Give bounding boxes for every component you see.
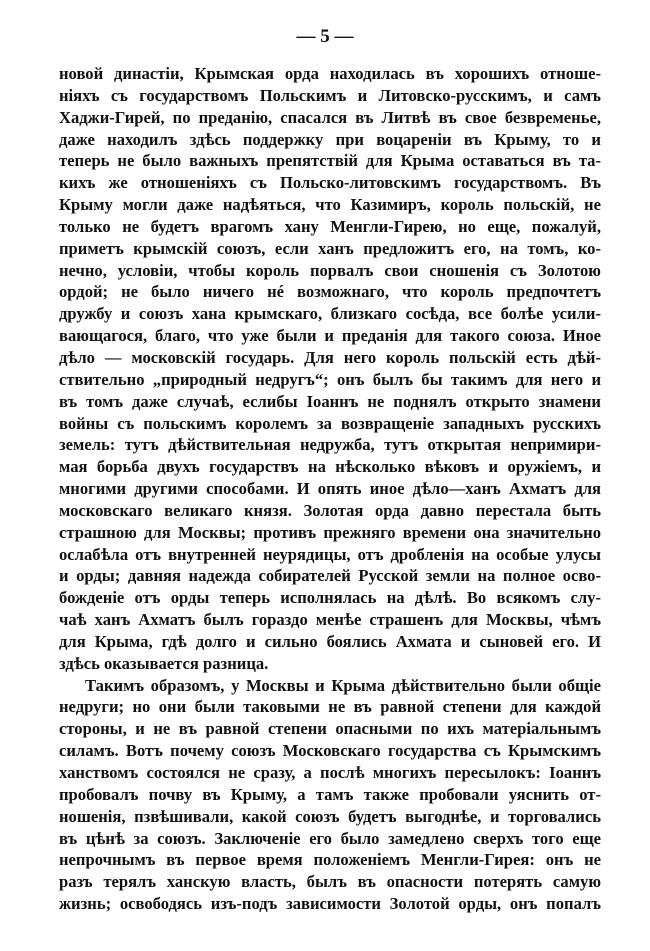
text-line: ханствомъ состоялся не сразу, а послѣ многихъ пересылокъ: Іоаннъ	[59, 763, 601, 782]
text-line: теперь не было важныхъ препятствій для Крыма оставаться въ та-	[59, 151, 601, 171]
text-line: ношенія, пзвѣшивали, какой союзъ будетъ выгоднѣе, и торговались	[59, 806, 601, 826]
text-line: вающагося, благо, что уже были и преданія для такого союза. Иное	[59, 326, 601, 346]
text-line: въ томъ даже случаѣ, еслибы Іоаннъ не поднялъ открыто знамени	[59, 391, 601, 411]
text-line: нечно, условіи, чтобы король порвалъ свои сношенія съ Золотою	[59, 260, 601, 280]
text-line: божденіе отъ орды теперь исполнялась на дѣлѣ. Во всякомъ слу-	[59, 588, 601, 608]
text-line: разъ терялъ ханскую власть, былъ въ опасности потерять самую	[59, 872, 601, 892]
text-line: жизнь; освободясь изъ-подъ зависимости Золотой орды, онъ попалъ	[59, 894, 601, 914]
text-line: мая борьба двухъ государствъ на нѣсколько вѣковъ и оружіемъ, и	[59, 457, 601, 477]
text-line: въ цѣнѣ за союзъ. Заключеніе его было замедлено сверхъ того еще	[59, 828, 601, 848]
text-line: Крыму могли даже надѣяться, что Казимиръ, король польскій, не	[59, 195, 601, 215]
text-line: Такимъ образомъ, у Москвы и Крыма дѣйствительно были общіе	[85, 675, 601, 695]
text-line: ствительно „природный недругъ“; онъ былъ бы такимъ для него и	[59, 369, 601, 389]
text-line: ніяхъ съ государствомъ Польскимъ и Литовско-русскимъ, и самъ	[59, 85, 601, 105]
text-line: ослабѣла отъ внутренней неурядицы, отъ дробленія на особые улусы	[59, 544, 601, 564]
text-line: чаѣ ханъ Ахматъ былъ гораздо менѣе страшенъ для Москвы, чѣмъ	[59, 610, 601, 630]
body-text	[59, 63, 601, 915]
text-line: ордой; не было ничего нé возможнаго, что король предпочтетъ	[59, 282, 601, 302]
text-line: силамъ. Вотъ почему союзъ Московскаго государства съ Крымскимъ	[59, 741, 601, 761]
text-line: страшною для Москвы; противъ прежняго времени она значительно	[59, 522, 601, 542]
paragraph	[59, 675, 601, 915]
text-line: дѣло — московскій государь. Для него король польскій есть дѣй-	[59, 347, 601, 367]
text-line: для Крыма, гдѣ долго и сильно боялись Ахмата и сыновей его. И	[59, 631, 601, 651]
text-line: недруги; но они были таковыми не въ равной степени для каждой	[59, 697, 601, 717]
text-line: кихъ же отношеніяхъ съ Польско-литовскимъ государствомъ. Въ	[59, 173, 601, 193]
text-line: только не будетъ врагомъ хану Менгли-Гирею, но еще, пожалуй,	[59, 216, 601, 236]
text-line: здѣсь оказывается разница.	[59, 653, 269, 673]
text-line: приметъ крымскій союзъ, если ханъ предложитъ его, на томъ, ко-	[59, 238, 601, 258]
text-line: даже находилъ здѣсь поддержку при воцареніи въ Крыму, то и	[59, 129, 601, 149]
page-number: — 5 —	[296, 26, 354, 47]
text-line: московскаго великаго князя. Золотая орда давно перестала быть	[59, 500, 601, 520]
text-line: пробовалъ почву въ Крыму, а тамъ также пробовали уяснить от-	[59, 784, 601, 804]
text-line: Хаджи-Гирей, по преданію, спасался въ Литвѣ въ свое безвременье,	[59, 107, 601, 127]
text-line: земель: тутъ дѣйствительная недружба, тутъ открытая непримири-	[59, 435, 601, 455]
text-line: дружбу и союзъ хана крымскаго, близкаго сосѣда, все болѣе усили-	[59, 304, 601, 324]
text-line: войны съ польскимъ королемъ за возвращеніе западныхъ русскихъ	[59, 413, 601, 433]
text-line: новой династіи, Крымская орда находилась въ хорошихъ отноше-	[59, 64, 601, 83]
paragraph	[59, 63, 601, 675]
text-line: многими другими способами. И опять иное дѣло—ханъ Ахматъ для	[59, 479, 601, 499]
text-line: непрочнымъ въ первое время положеніемъ Менгли-Гирея: онъ не	[59, 850, 601, 870]
text-line: и орды; давняя надежда собирателей Русской земли на полное осво-	[59, 566, 601, 586]
text-line: стороны, и не въ равной степени опасными по ихъ матеріальнымъ	[59, 719, 601, 739]
